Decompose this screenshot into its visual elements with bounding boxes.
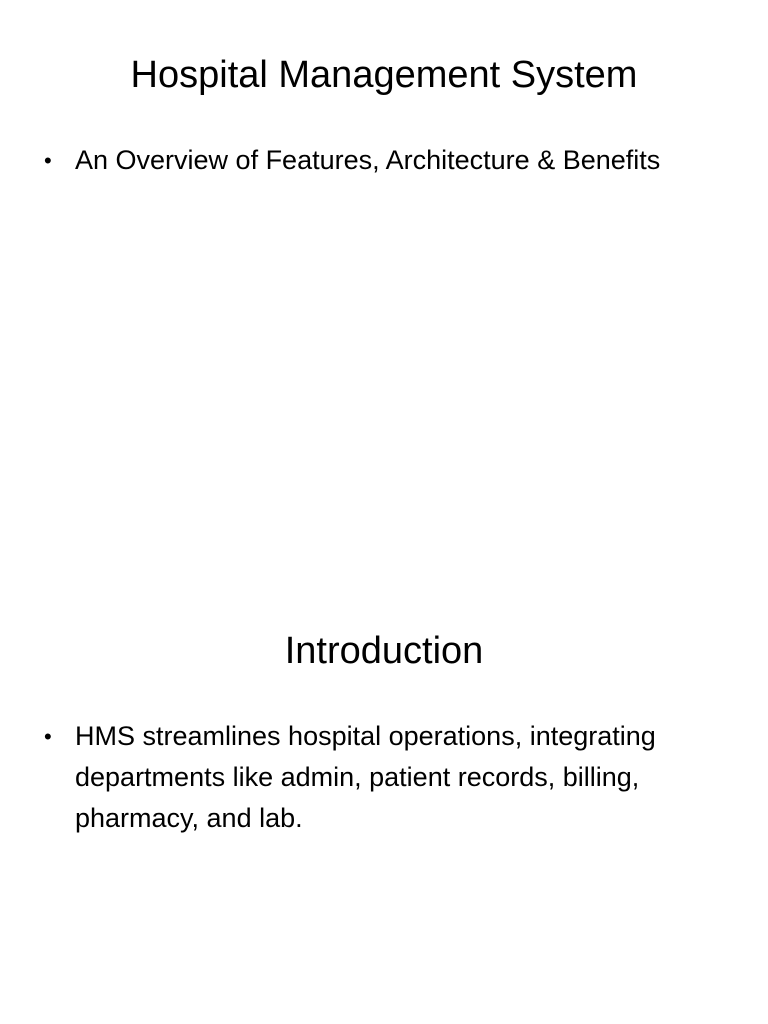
bullet-icon: • bbox=[44, 724, 52, 749]
bullet-list bbox=[44, 140, 704, 181]
bullet-list bbox=[44, 716, 704, 839]
list-item bbox=[44, 140, 704, 181]
slide-title: Hospital Management System bbox=[130, 54, 638, 96]
list-item bbox=[44, 716, 704, 839]
bullet-text: An Overview of Features, Architecture & Benefits bbox=[75, 145, 661, 175]
bullet-text: HMS streamlines hospital operations, integrating departments like admin, patient records, billing, pharmacy, and lab. bbox=[75, 721, 656, 833]
slide-title: Introduction bbox=[284, 630, 484, 672]
bullet-icon: • bbox=[44, 148, 52, 173]
slide-introduction bbox=[0, 576, 768, 1024]
